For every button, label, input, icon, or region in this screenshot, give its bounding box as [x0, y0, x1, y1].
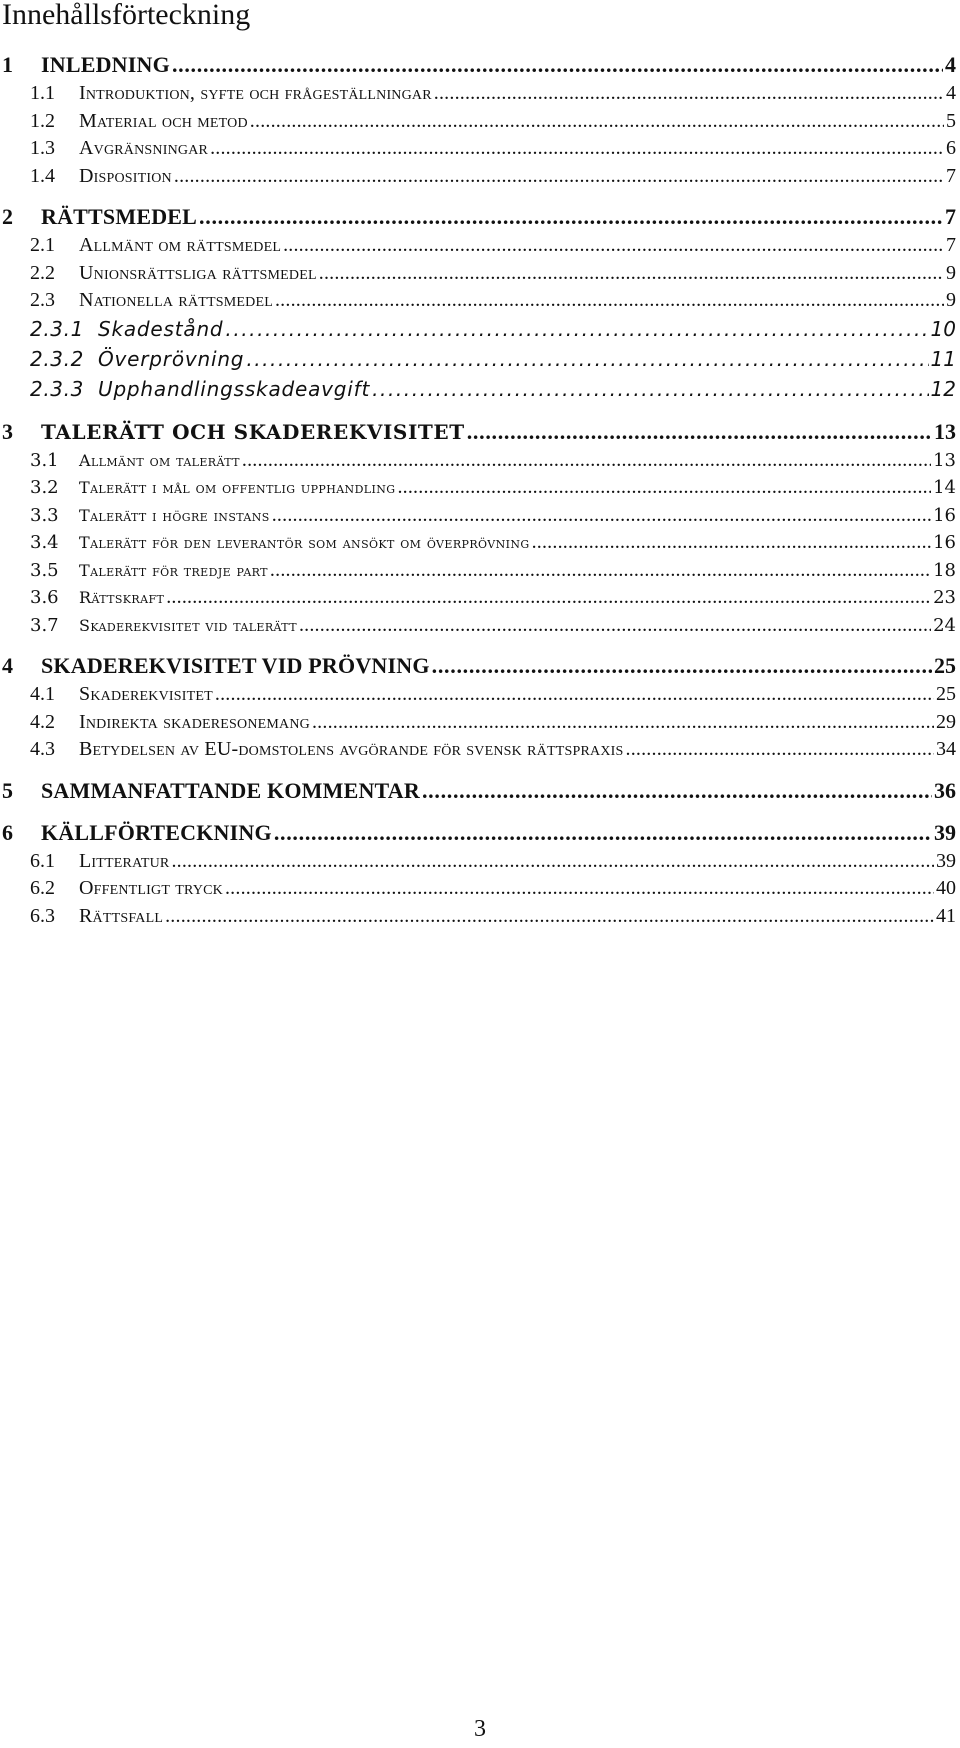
page-number: 3 [474, 1716, 486, 1742]
dot-leader [422, 778, 932, 804]
toc-entry-number: 2.3 [30, 289, 55, 311]
toc-entry[interactable] [0, 289, 956, 317]
dot-leader [242, 449, 931, 472]
toc-entry[interactable] [0, 531, 956, 559]
toc-entry-page: 34 [936, 738, 956, 760]
toc-entry[interactable] [0, 110, 956, 138]
toc-entry-title: Rättskraft [79, 588, 165, 607]
toc-entry-number: 4 [2, 653, 13, 678]
toc-entry-page: 7 [946, 164, 956, 187]
toc-entry-page: 14 [933, 477, 956, 498]
toc-entry-page: 36 [934, 777, 956, 803]
dot-leader [397, 476, 931, 499]
toc-entry[interactable] [0, 820, 956, 850]
toc-entry-number: 1.1 [30, 82, 55, 104]
toc-entry-number: 1.2 [30, 109, 55, 132]
dot-leader [174, 165, 944, 188]
toc-entry-title: Nationella rättsmedel [79, 289, 273, 311]
toc-entry-page: 16 [933, 504, 956, 526]
table-of-contents [0, 52, 956, 932]
toc-entry[interactable] [0, 262, 956, 290]
toc-entry-number: 3.3 [30, 504, 59, 526]
toc-entry-page: 23 [933, 587, 956, 608]
toc-entry-number: 3 [2, 418, 13, 444]
toc-entry-number: 1 [2, 52, 13, 77]
dot-leader [210, 137, 944, 160]
dot-leader [272, 504, 931, 527]
dot-leader [225, 877, 934, 900]
dot-leader [434, 82, 944, 105]
toc-entry-title: SAMMANFATTANDE KOMMENTAR [41, 777, 420, 803]
toc-entry-page: 41 [936, 904, 956, 927]
dot-leader [215, 683, 934, 706]
toc-entry-page: 18 [933, 559, 956, 581]
dot-leader [172, 52, 943, 78]
toc-entry-title: Offentligt tryck [79, 877, 223, 899]
toc-entry[interactable] [0, 377, 956, 407]
dot-leader [319, 262, 944, 285]
toc-entry-number: 2.3.2 [30, 346, 84, 371]
toc-entry[interactable] [0, 82, 956, 110]
toc-entry-title: Avgränsningar [79, 137, 209, 159]
toc-entry-page: 4 [945, 52, 956, 77]
toc-entry-title: Skaderekvisitet [79, 683, 213, 705]
dot-leader [250, 110, 944, 133]
toc-entry[interactable] [0, 347, 956, 377]
toc-entry[interactable] [0, 586, 956, 614]
toc-entry-number: 3.4 [30, 532, 59, 553]
toc-entry-page: 16 [933, 532, 956, 553]
toc-entry-page: 12 [930, 376, 956, 401]
toc-entry-title: Indirekta skaderesonemang [79, 710, 310, 733]
toc-entry-title: Talerätt i högre instans [79, 505, 270, 525]
toc-entry-number: 3.6 [30, 587, 59, 608]
toc-entry-page: 39 [934, 819, 956, 845]
toc-entry-page: 4 [946, 82, 956, 104]
toc-entry-title: Litteratur [79, 849, 170, 872]
toc-entry-number: 6 [2, 819, 13, 845]
toc-entry[interactable] [0, 877, 956, 905]
dot-leader [171, 850, 934, 873]
toc-entry-page: 29 [936, 710, 956, 733]
toc-entry-title: RÄTTSMEDEL [41, 204, 198, 229]
dot-leader [166, 586, 931, 609]
toc-entry-page: 6 [946, 137, 956, 159]
toc-entry[interactable] [0, 778, 956, 808]
toc-entry-page: 11 [930, 346, 956, 371]
toc-entry-page: 25 [936, 683, 956, 705]
toc-entry-title: TALERÄTT OCH SKADEREKVISITET [41, 419, 465, 444]
toc-entry-title: INLEDNING [41, 52, 170, 77]
toc-entry-number: 1.4 [30, 164, 55, 187]
toc-entry-title: Talerätt för den leverantör som ansökt om överprövning [79, 533, 530, 552]
toc-entry-page: 39 [936, 849, 956, 872]
toc-entry[interactable] [0, 317, 956, 347]
dot-leader [246, 347, 928, 371]
toc-entry-title: Skadestånd [98, 316, 224, 341]
dot-leader [270, 559, 931, 582]
toc-entry-number: 4.3 [30, 738, 55, 760]
toc-entry[interactable] [0, 905, 956, 933]
toc-entry-page: 7 [945, 204, 956, 229]
toc-entry-number: 6.3 [30, 904, 55, 927]
toc-entry-title: Överprövning [98, 346, 245, 371]
toc-entry-title: Skaderekvisitet vid talerätt [79, 615, 297, 635]
toc-entry[interactable] [0, 165, 956, 193]
toc-entry-page: 5 [946, 109, 956, 132]
toc-entry[interactable] [0, 683, 956, 711]
toc-entry-number: 3.7 [30, 614, 59, 636]
toc-entry-page: 13 [934, 418, 956, 444]
toc-entry-title: Talerätt för tredje part [79, 560, 268, 580]
toc-entry-title: Allmänt om rättsmedel [79, 234, 282, 256]
toc-entry[interactable] [0, 504, 956, 532]
dot-leader [225, 317, 928, 341]
dot-leader [165, 905, 934, 928]
toc-entry-title: Disposition [79, 164, 172, 187]
toc-entry-title: SKADEREKVISITET VID PRÖVNING [41, 653, 430, 678]
toc-entry[interactable] [0, 614, 956, 642]
toc-entry-number: 3.5 [30, 559, 59, 581]
toc-entry-number: 4.1 [30, 683, 55, 705]
dot-leader [312, 711, 934, 734]
toc-entry-page: 13 [933, 449, 956, 471]
toc-entry-page: 10 [930, 316, 956, 341]
toc-entry-number: 6.1 [30, 849, 55, 872]
toc-entry-title: KÄLLFÖRTECKNING [41, 819, 272, 845]
toc-entry-title: Betydelsen av EU-domstolens avgörande för svensk rättspraxis [79, 738, 624, 760]
dot-leader [274, 820, 932, 846]
toc-entry-number: 2 [2, 204, 13, 229]
toc-entry-page: 25 [934, 653, 956, 678]
dot-leader [432, 653, 932, 679]
dot-leader [467, 419, 932, 445]
toc-entry-title: Upphandlingsskadeavgift [98, 376, 371, 401]
toc-entry[interactable] [0, 449, 956, 477]
toc-entry-title: Rättsfall [79, 904, 164, 927]
toc-entry[interactable] [0, 419, 956, 449]
dot-leader [275, 289, 944, 312]
dot-leader [283, 234, 944, 257]
toc-entry[interactable] [0, 653, 956, 683]
dot-leader [626, 738, 935, 761]
toc-entry-number: 6.2 [30, 877, 55, 899]
toc-entry-title: Talerätt i mål om offentlig upphandling [79, 478, 396, 497]
toc-entry[interactable] [0, 559, 956, 587]
toc-entry-title: Allmänt om talerätt [79, 450, 240, 470]
toc-entry-number: 2.2 [30, 261, 55, 284]
toc-entry-title: Material och metod [79, 109, 248, 132]
toc-entry-title: Unionsrättsliga rättsmedel [79, 261, 317, 284]
toc-entry-number: 5 [2, 777, 13, 803]
toc-entry[interactable] [0, 476, 956, 504]
dot-leader [372, 377, 928, 401]
toc-entry-title: Introduktion, syfte och frågeställningar [79, 82, 432, 104]
dot-leader [199, 204, 943, 230]
toc-entry-number: 4.2 [30, 710, 55, 733]
toc-entry-number: 2.3.3 [30, 376, 84, 401]
toc-title: Innehållsförteckning [2, 0, 251, 31]
toc-entry[interactable] [0, 850, 956, 878]
toc-entry-number: 2.3.1 [30, 316, 84, 341]
toc-entry[interactable] [0, 204, 956, 234]
toc-entry-number: 3.1 [30, 449, 59, 471]
toc-entry-page: 9 [946, 261, 956, 284]
toc-entry[interactable] [0, 137, 956, 165]
dot-leader [532, 531, 932, 554]
dot-leader [299, 614, 931, 637]
toc-entry[interactable] [0, 711, 956, 739]
toc-entry[interactable] [0, 234, 956, 262]
toc-entry-page: 9 [946, 289, 956, 311]
toc-entry-number: 3.2 [30, 477, 59, 498]
toc-entry-number: 1.3 [30, 137, 55, 159]
toc-entry[interactable] [0, 52, 956, 82]
toc-entry[interactable] [0, 738, 956, 766]
toc-entry-page: 7 [946, 234, 956, 256]
toc-entry-number: 2.1 [30, 234, 55, 256]
toc-entry-page: 40 [936, 877, 956, 899]
toc-entry-page: 24 [933, 614, 956, 636]
